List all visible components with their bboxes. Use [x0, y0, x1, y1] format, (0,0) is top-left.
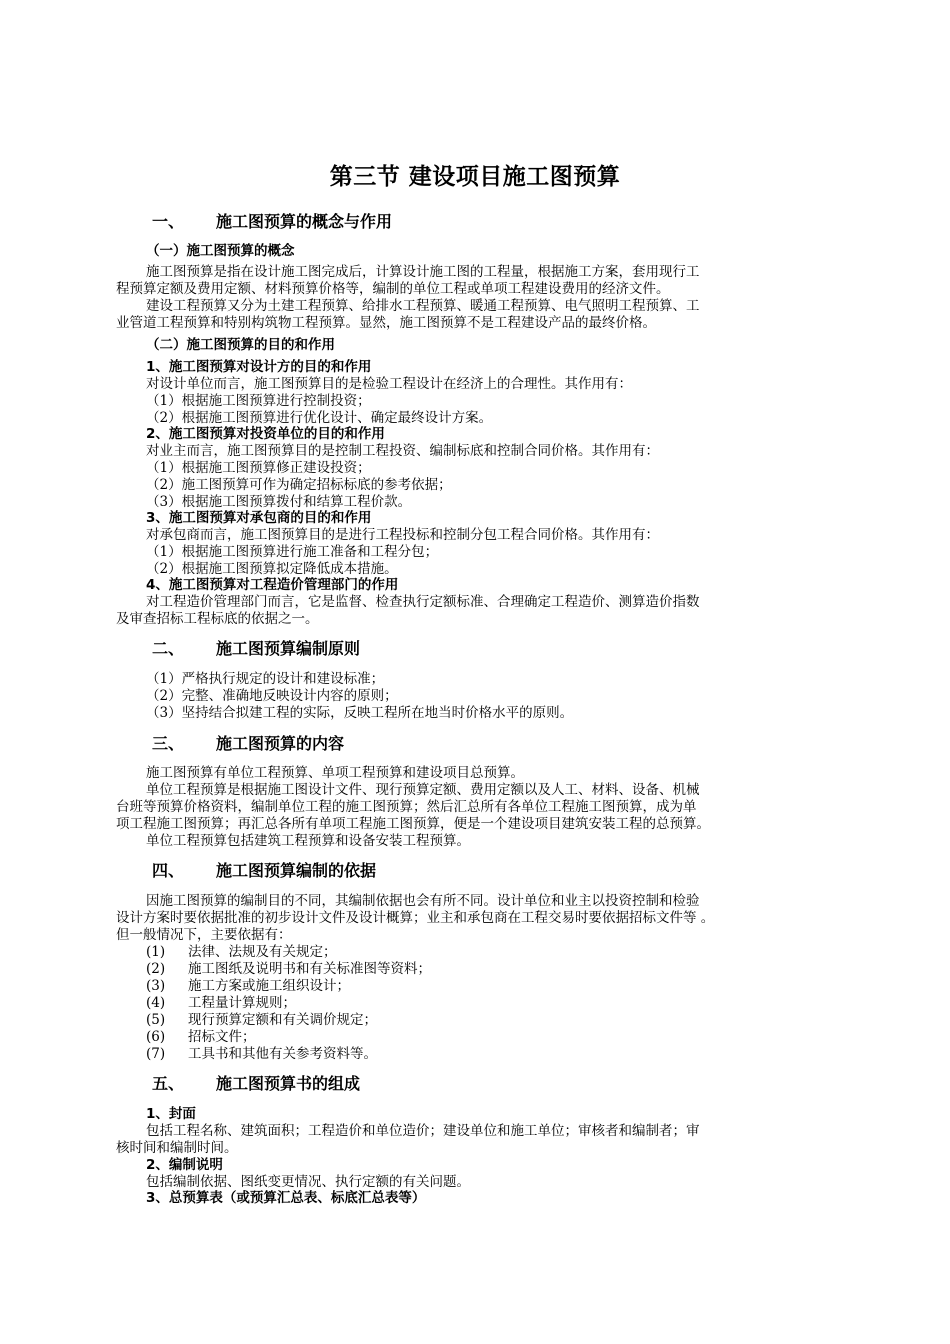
paragraph-line: 单位工程预算包括建筑工程预算和设备安装工程预算。: [146, 833, 470, 849]
section-heading-1: [152, 211, 392, 233]
section-number: 二、: [152, 639, 185, 658]
list-item: （2）根据施工图预算拟定降低成本措施。: [146, 561, 398, 577]
subheading: 2、编制说明: [146, 1157, 223, 1173]
paragraph-line: 对承包商而言，施工图预算目的是进行工程投标和控制分包工程合同价格。其作用有：: [146, 527, 659, 543]
section-title: 施工图预算编制原则: [216, 639, 361, 658]
list-item: (5) 现行预算定额和有关调价规定；: [146, 1012, 377, 1028]
section-title: 施工图预算的概念与作用: [216, 212, 393, 231]
subheading: （二）施工图预算的目的和作用: [146, 337, 335, 353]
section-heading-4: [152, 860, 376, 882]
paragraph-line: 施工图预算是指在设计施工图完成后，计算设计施工图的工程量，根据施工方案，套用现行工: [146, 264, 700, 280]
paragraph-line: 施工图预算有单位工程预算、单项工程预算和建设项目总预算。: [146, 765, 524, 781]
list-item: （2）根据施工图预算进行优化设计、确定最终设计方案。: [146, 410, 493, 426]
paragraph-line: 及审查招标工程标底的依据之一。: [116, 611, 319, 627]
subheading: 1、施工图预算对设计方的目的和作用: [146, 359, 372, 375]
paragraph-line: 对工程造价管理部门而言，它是监督、检查执行定额标准、合理确定工程造价、测算造价指数: [146, 594, 700, 610]
list-item: （3）根据施工图预算拨付和结算工程价款。: [146, 494, 412, 510]
list-item: (3) 施工方案或施工组织设计；: [146, 978, 350, 994]
list-item: (1) 法律、法规及有关规定；: [146, 944, 337, 960]
list-item: (6) 招标文件；: [146, 1029, 256, 1045]
paragraph-line: 台班等预算价格资料，编制单位工程的施工图预算；然后汇总所有各单位工程施工图预算，成为单: [116, 799, 697, 815]
section-number: 三、: [152, 734, 185, 753]
paragraph-line: 包括工程名称、建筑面积；工程造价和单位造价；建设单位和施工单位；审核者和编制者；审: [146, 1123, 700, 1139]
paragraph-line: 包括编制依据、图纸变更情况、执行定额的有关问题。: [146, 1174, 470, 1190]
section-number: 一、: [152, 212, 185, 231]
list-item: (2) 施工图纸及说明书和有关标准图等资料；: [146, 961, 431, 977]
list-item: (4) 工程量计算规则；: [146, 995, 296, 1011]
paragraph-line: 对业主而言，施工图预算目的是控制工程投资、编制标底和控制合同价格。其作用有：: [146, 443, 659, 459]
paragraph-line: 单位工程预算是根据施工图设计文件、现行预算定额、费用定额以及人工、材料、设备、机械: [146, 782, 700, 798]
subheading: 3、总预算表（或预算汇总表、标底汇总表等）: [146, 1190, 426, 1206]
paragraph-line: 对设计单位而言，施工图预算目的是检验工程设计在经济上的合理性。其作用有：: [146, 376, 632, 392]
paragraph-line: 因施工图预算的编制目的不同，其编制依据也会有所不同。设计单位和业主以投资控制和检验: [146, 893, 700, 909]
list-item: (7) 工具书和其他有关参考资料等。: [146, 1046, 377, 1062]
section-title: 施工图预算的内容: [216, 734, 345, 753]
section-heading-3: [152, 733, 344, 755]
list-item: （2）施工图预算可作为确定招标标底的参考依据；: [146, 477, 452, 493]
list-item: （1）根据施工图预算进行施工准备和工程分包；: [146, 544, 439, 560]
section-heading-5: [152, 1073, 360, 1095]
subheading: （一）施工图预算的概念: [146, 243, 295, 259]
paragraph-line: 建设工程预算又分为土建工程预算、给排水工程预算、暖通工程预算、电气照明工程预算、工: [146, 298, 700, 314]
list-item: （1）根据施工图预算修正建设投资；: [146, 460, 371, 476]
section-title: 施工图预算书的组成: [216, 1074, 361, 1093]
paragraph-line: 设计方案时要依据批准的初步设计文件及设计概算；业主和承包商在工程交易时要依据招标文件等 。: [116, 910, 715, 926]
section-number: 五、: [152, 1074, 185, 1093]
subheading: 4、施工图预算对工程造价管理部门的作用: [146, 577, 399, 593]
list-item: （1）严格执行规定的设计和建设标准；: [146, 671, 385, 687]
subheading: 3、施工图预算对承包商的目的和作用: [146, 510, 372, 526]
page-title: 第三节 建设项目施工图预算: [329, 164, 621, 190]
section-title: 施工图预算编制的依据: [216, 861, 377, 880]
subheading: 2、施工图预算对投资单位的目的和作用: [146, 426, 385, 442]
subheading: 1、封面: [146, 1106, 196, 1122]
paragraph-line: 程预算定额及费用定额、材料预算价格等，编制的单位工程或单项工程建设费用的经济文件。: [116, 281, 670, 297]
paragraph-line: 但一般情况下，主要依据有：: [116, 927, 292, 943]
section-heading-2: [152, 638, 360, 660]
list-item: （1）根据施工图预算进行控制投资；: [146, 393, 371, 409]
section-number: 四、: [152, 861, 185, 880]
paragraph-line: 项工程施工图预算；再汇总各所有单项工程施工图预算，便是一个建设项目建筑安装工程的总预算。: [116, 816, 710, 832]
list-item: （2）完整、准确地反映设计内容的原则；: [146, 688, 398, 704]
paragraph-line: 业管道工程预算和特别构筑物工程预算。显然，施工图预算不是工程建设产品的最终价格。: [116, 315, 656, 331]
paragraph-line: 核时间和编制时间。: [116, 1140, 238, 1156]
list-item: （3）坚持结合拟建工程的实际，反映工程所在地当时价格水平的原则。: [146, 705, 574, 721]
